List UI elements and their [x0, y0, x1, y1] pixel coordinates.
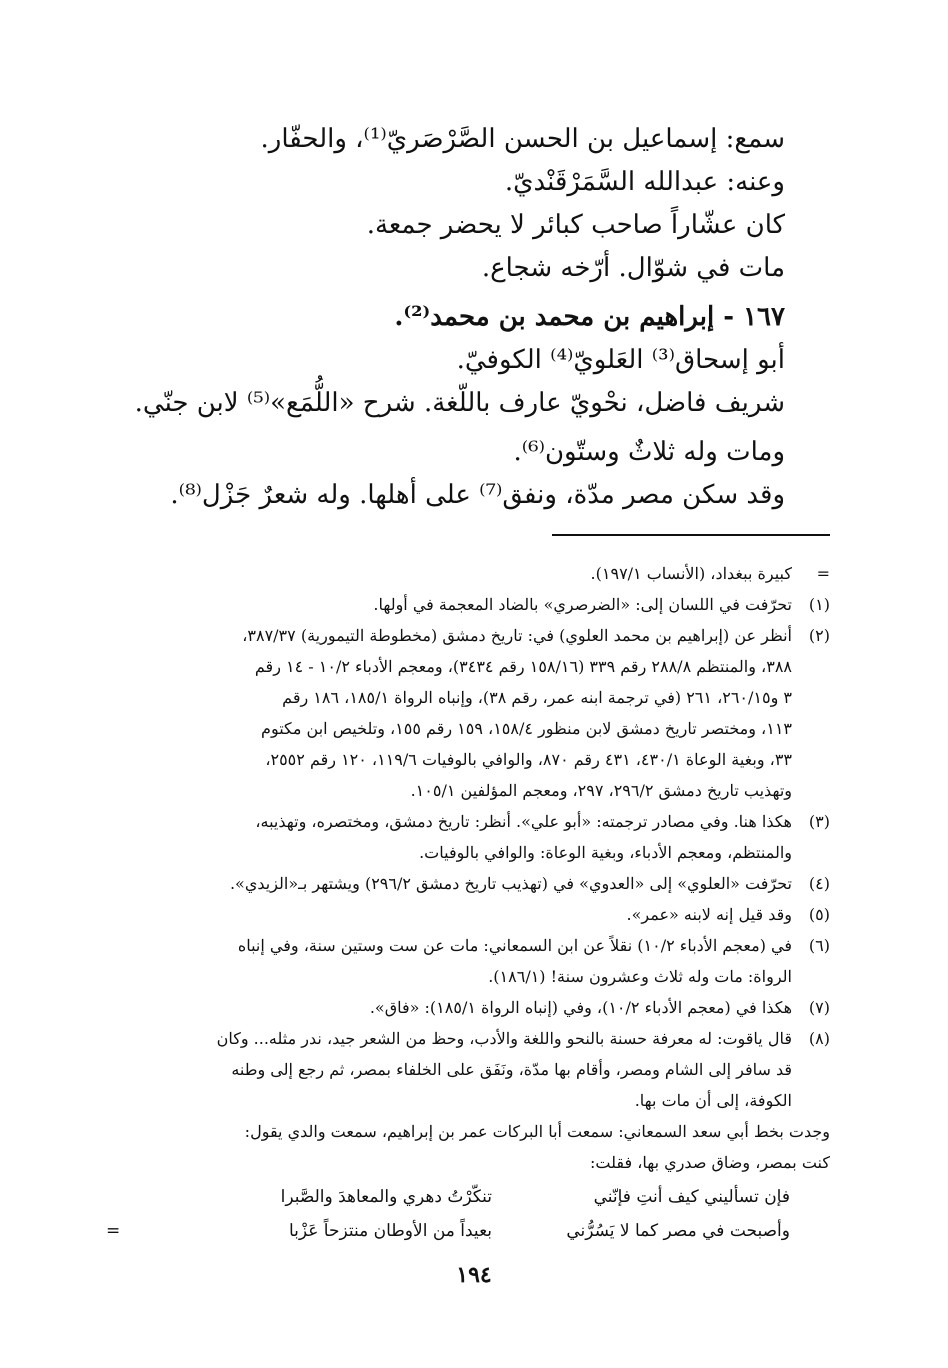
footnote-7: (٧) هكذا في (معجم الأدباء ١٠/٢)، وفي (إنباه الرواة ١٨٥/١): «فاق».: [110, 992, 830, 1023]
verse-hemistich: بعيداً من الأوطان منتزحاً عَزْبا: [288, 1221, 492, 1241]
verse-hemistich: تنكّرْتُ دهري والمعاهدَ والصَّبرا: [280, 1187, 492, 1207]
text-line: سمع: إسماعيل بن الحسن الصَّرْصَريّ⁽¹⁾، والحفّار.: [260, 124, 785, 154]
footnotes: [106, 558, 830, 1248]
footnote-carryover: = كبيرة ببغداد، (الأنساب ١٩٧/١).: [110, 558, 830, 589]
text-line: وقد سكن مصر مدّة، ونفق⁽⁷⁾ على أهلها. وله شعرٌ جَزْل⁽⁸⁾.: [170, 480, 785, 510]
text-line: أبو إسحاق⁽³⁾ العَلويّ⁽⁴⁾ الكوفيّ.: [456, 345, 785, 375]
footnote-separator: [552, 534, 830, 536]
footnote-8: (٨) قال ياقوت: له معرفة حسنة بالنحو واللغة والأدب، وحظ من الشعر جيد، ندر مثله... وكان قد سافر إلى الشام ومصر، وأقام بها مدّة، ونَفَق على الخلفاء بمصر، ثم رجع إلى وطنه الكوفة، إلى أن مات بها.: [110, 1023, 830, 1116]
continuation-mark: =: [106, 1221, 121, 1241]
text-line: شريف فاضل، نحْويّ عارف باللّغة. شرح «اللُّمَع»⁽⁵⁾ لابن جنّي.: [134, 388, 785, 418]
text-line: ومات وله ثلاثٌ وستّون⁽⁶⁾.: [513, 437, 785, 467]
footnote-number: (٨): [808, 1029, 830, 1048]
text-line: كان عشّاراً صاحب كبائر لا يحضر جمعة.: [366, 210, 785, 240]
carryover-mark: =: [816, 564, 830, 583]
main-text: [134, 118, 785, 517]
footnote-6: (٦) في (معجم الأدباء ١٠/٢) نقلاً عن ابن السمعاني: مات عن ست وستين سنة، وفي إنباه الرواة: مات وله ثلاث وعشرون سنة! (١٨٦/١).: [110, 930, 830, 992]
verse-hemistich: فإن تسأليني كيف أنتِ فإنّني: [593, 1187, 790, 1207]
footnote-3: (٣) هكذا هنا. وفي مصادر ترجمته: «أبو علي». أنظر: تاريخ دمشق، ومختصره، وتهذيبه، والمنتظم، ومعجم الأدباء، وبغية الوعاة: والوافي بالوفيات.: [110, 806, 830, 868]
footnote-number: (٥): [808, 905, 830, 924]
page-number: ١٩٤: [456, 1262, 492, 1288]
footnote-number: (٧): [808, 998, 830, 1017]
entry-title: ١٦٧ - إبراهيم بن محمد بن محمد⁽²⁾.: [394, 302, 785, 332]
footnote-8-continuation: وجدت بخط أبي سعد السمعاني: سمعت أبا البركات عمر بن إبراهيم، سمعت والدي يقول: كنت بمصر، وضاق صدري بها، فقلت:: [244, 1122, 830, 1172]
footnote-number: (٣): [808, 812, 830, 831]
footnote-number: (٤): [808, 874, 830, 893]
footnote-5: (٥) وقد قيل إنه لابنه «عمر».: [110, 899, 830, 930]
footnote-number: (٢): [808, 626, 830, 645]
text-line: مات في شوّال. أرّخه شجاع.: [481, 253, 785, 283]
footnote-1: (١) تحرّفت في اللسان إلى: «الضرصري» بالضاد المعجمة في أولها.: [110, 589, 830, 620]
footnote-number: (٦): [808, 936, 830, 955]
poem-verses: [106, 1180, 830, 1248]
footnote-number: (١): [808, 595, 830, 614]
footnote-2: (٢) أنظر عن (إبراهيم بن محمد العلوي) في: تاريخ دمشق (مخطوطة التيمورية) ٣٨٧/٣٧، ٣٨٨، والمنتظم ٢٨٨/٨ رقم ٣٣٩ (١٥٨/١٦ رقم ٣٤٣٤)، ومعجم الأدباء ١٠/٢ - ١٤ رقم ٣ و٢٦٠/١٥، ٢٦١ (في ترجمة ابنه عمر، رقم ٣٨)، وإنباه الرواة ١٨٥/١، ١٨٦ رقم ١١٣، ومختصر تاريخ دمشق لابن منظور ١٥٨/٤، ١٥٩ رقم ١٥٥، وتلخيص ابن مكتوم ٣٣، وبغية الوعاة ٤٣٠/١، ٤٣١ رقم ٨٧٠، والوافي بالوفيات ١١٩/٦، ١٢٠ رقم ٢٥٥٢، وتهذيب تاريخ دمشق ٢٩٦/٢، ٢٩٧، ومعجم المؤلفين ١٠٥/١.: [110, 620, 830, 806]
verse-hemistich: وأصبحت في مصر كما لا يَسُرُّني: [566, 1221, 790, 1241]
text-line: وعنه: عبدالله السَّمَرْقَنْديّ.: [504, 167, 785, 197]
footnote-4: (٤) تحرّفت «العلوي» إلى «العدوي» في (تهذيب تاريخ دمشق ٢٩٦/٢) ويشتهر بـ«الزيدي».: [110, 868, 830, 899]
